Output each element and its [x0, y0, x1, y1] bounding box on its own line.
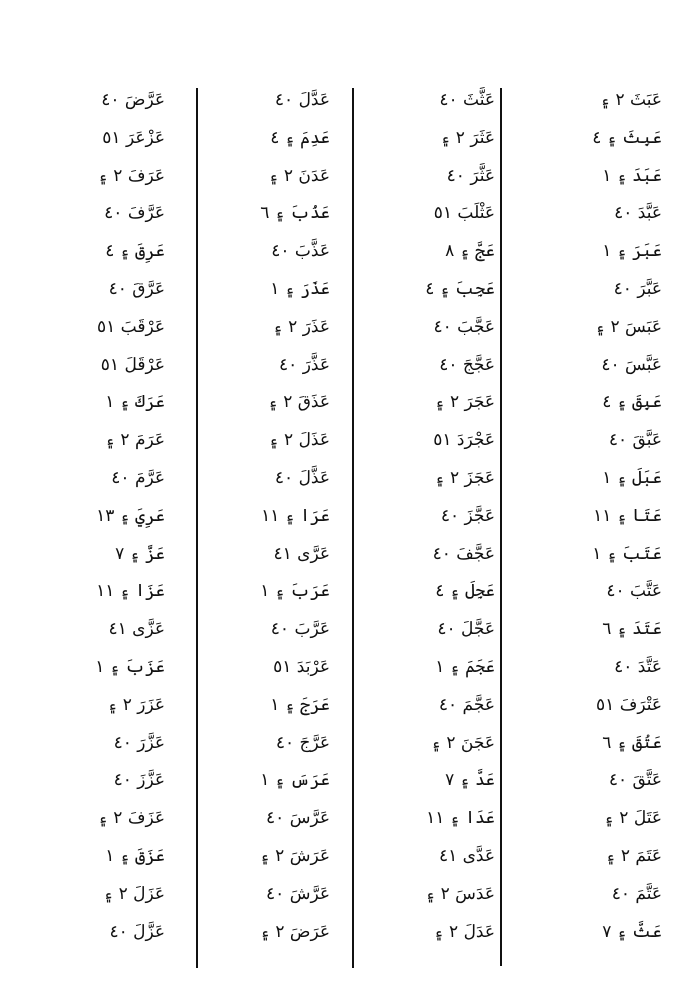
verb-entry: عَزَبَ ۽ ١ [95, 656, 165, 677]
verb-entry: عَزَفَ ۲ ۽ [97, 808, 165, 829]
verb-entry: عَثْلَبَ ٥١ [433, 203, 495, 224]
verb-entry: عَبَثَ ۲ ۽ [600, 90, 662, 110]
verb-entry: عَجِلَ ۽ ٤ [435, 581, 495, 602]
verb-entry: عَجَرَ ۲ ۽ [434, 392, 495, 413]
verb-entry: عَزَلَ ۲ ۽ [103, 883, 165, 904]
verb-entry: عَتَمَ ۲ ۽ [605, 845, 662, 866]
verb-entry: عَبَّرَ ٤٠ [613, 278, 662, 299]
verb-entry: عَتْرَفَ ٥١ [596, 694, 662, 715]
verb-entry: عَتَّدَ ٤٠ [614, 656, 662, 677]
verb-entry: عَرْقَلَ ٥١ [100, 354, 165, 375]
verb-entry: عَرَّفَ ٤٠ [104, 203, 165, 224]
verb-entry: عَزَا ۽ ١١ [96, 581, 165, 602]
verb-entry: عَثَّ ۽ ٧ [602, 921, 662, 942]
verb-entry: عَرَّبَ ٤٠ [270, 619, 330, 640]
verb-entry: عَبَّسَ ٤٠ [601, 354, 662, 375]
verb-entry: عَتَبَ ۽ ١ [592, 543, 662, 564]
verb-entry: عَدَا ۽ ١١ [426, 808, 495, 829]
verb-entry: عَرَشَ ۲ ۽ [259, 845, 330, 866]
verb-entry: عَذَّلَ ٤٠ [274, 467, 330, 488]
verb-entry: عَتَّقَ ٤٠ [608, 770, 662, 791]
verb-entry: عَدَّ ۽ ٧ [445, 770, 495, 791]
verb-entry: عَدَسَ ۲ ۽ [425, 883, 495, 904]
verb-entry: عَرَّجَ ٤٠ [275, 732, 330, 753]
verb-entry: عَبَلَ ۽ ١ [602, 467, 662, 488]
column-divider [352, 88, 354, 968]
verb-entry: عَرَفَ ۲ ۽ [97, 165, 165, 186]
verb-entry: عَجَّ ۽ ٨ [445, 241, 495, 262]
verb-entry: عَبَسَ ۲ ۽ [595, 316, 662, 337]
verb-entry: عَرَسَ ۽ ١ [260, 770, 330, 791]
verb-entry: عَذَرَ ۲ ۽ [272, 316, 330, 337]
verb-entry: عَجِبَ ۽ ٤ [425, 278, 495, 299]
verb-entry: عَجَّفَ ٤٠ [432, 543, 495, 564]
verb-entry: عَثَّثَ ٤٠ [439, 90, 495, 110]
verb-entry: عَتُقَ ۽ ٦ [602, 732, 662, 753]
verb-entry: عَجَّبَ ٤٠ [433, 316, 495, 337]
verb-entry: عَدَلَ ۲ ۽ [433, 921, 495, 942]
verb-entry: عَرَّضَ ٤٠ [101, 90, 165, 110]
verb-entry: عَتَّبَ ٤٠ [606, 581, 662, 602]
verb-entry: عَذَلَ ۲ ۽ [268, 430, 330, 451]
verb-entry: عَتَا ۽ ١١ [593, 505, 662, 526]
verb-entry: عَزْعَرَ ٥١ [102, 127, 165, 148]
verb-entry: عَبِثَ ۽ ٤ [592, 127, 662, 148]
verb-entry: عَبَرَ ۽ ١ [602, 241, 662, 262]
verb-entry: عَرَا ۽ ١١ [261, 505, 330, 526]
verb-entry: عَرَّمَ ٤٠ [111, 467, 165, 488]
verb-entry: عَرَّقَ ٤٠ [108, 278, 165, 299]
verb-entry: عَدِمَ ۽ ٤ [270, 127, 330, 148]
verb-entry: عَذَّبَ ٤٠ [271, 241, 330, 262]
verb-entry: عَجَزَ ۲ ۽ [434, 467, 495, 488]
verb-entry: عَرَكَ ۽ ١ [105, 392, 165, 413]
verb-entry: عَثَرَ ۲ ۽ [440, 127, 495, 148]
verb-entry: عَرِقَ ۽ ٤ [105, 241, 165, 262]
verb-entry: عَرَبَ ۽ ١ [260, 581, 330, 602]
verb-entry: عَرْبَدَ ٥١ [273, 656, 330, 677]
verb-entry: عَتَدَ ۽ ٦ [602, 619, 662, 640]
verb-entry: عَزَّزَ ٤٠ [113, 770, 165, 791]
verb-column-3 [190, 82, 340, 962]
verb-column-1 [520, 82, 670, 962]
verb-entry: عَجَّزَ ٤٠ [440, 505, 495, 526]
verb-column-4 [25, 82, 175, 962]
verb-entry: عَزَّ ۽ ٧ [115, 543, 165, 564]
verb-entry: عَتَّمَ ٤٠ [611, 883, 662, 904]
verb-entry: عَجَّجَ ٤٠ [439, 354, 495, 375]
verb-entry: عَرَمَ ۲ ۽ [105, 430, 165, 451]
verb-column-2 [355, 82, 505, 962]
verb-entry: عَرْقَبَ ٥١ [96, 316, 165, 337]
verb-entry: عَجْرَدَ ٥١ [433, 430, 495, 451]
verb-entry: عَزَّلَ ٤٠ [109, 921, 165, 942]
verb-entry: عَزَّى ٤١ [108, 619, 165, 640]
column-divider [196, 88, 198, 968]
verb-entry: عَزَقَ ۽ ١ [105, 845, 165, 866]
verb-entry: عَذَقَ ۲ ۽ [267, 392, 330, 413]
verb-entry: عَرَجَ ۽ ١ [270, 694, 330, 715]
verb-entry: عَتَلَ ۲ ۽ [603, 808, 662, 829]
verb-entry: عَجَّلَ ٤٠ [437, 619, 495, 640]
verb-entry: عَزَرَ ۲ ۽ [107, 694, 165, 715]
verb-entry: عَذَّرَ ٤٠ [279, 354, 330, 375]
verb-entry: عَزَّرَ ٤٠ [113, 732, 165, 753]
verb-entry: عَدَّلَ ٤٠ [274, 90, 330, 110]
verb-entry: عَبِقَ ۽ ٤ [602, 392, 662, 413]
verb-entry: عَذُبَ ۽ ٦ [260, 203, 330, 224]
verb-entry: عَبَدَ ۽ ١ [602, 165, 662, 186]
verb-entry: عَدَنَ ۲ ۽ [268, 165, 330, 186]
verb-entry: عَبَّدَ ٤٠ [614, 203, 662, 224]
verb-entry: عَبَّقَ ٤٠ [608, 430, 662, 451]
verb-entry: عَجَمَ ۽ ١ [435, 656, 495, 677]
verb-entry: عَجَنَ ۲ ۽ [431, 732, 495, 753]
verb-entry: عَثَّرَ ٤٠ [446, 165, 495, 186]
verb-entry: عَذَرَ ۽ ١ [270, 278, 330, 299]
verb-entry: عَدَّى ٤١ [438, 845, 495, 866]
verb-entry: عَرِيَ ۽ ١٣ [96, 505, 165, 526]
verb-entry: عَرَّى ٤١ [273, 543, 330, 564]
verb-entry: عَرَّشَ ٤٠ [266, 883, 330, 904]
verb-entry: عَرَضَ ۲ ۽ [260, 921, 330, 942]
verb-entry: عَرَّسَ ٤٠ [266, 808, 330, 829]
verb-entry: عَجَّمَ ٤٠ [438, 694, 495, 715]
